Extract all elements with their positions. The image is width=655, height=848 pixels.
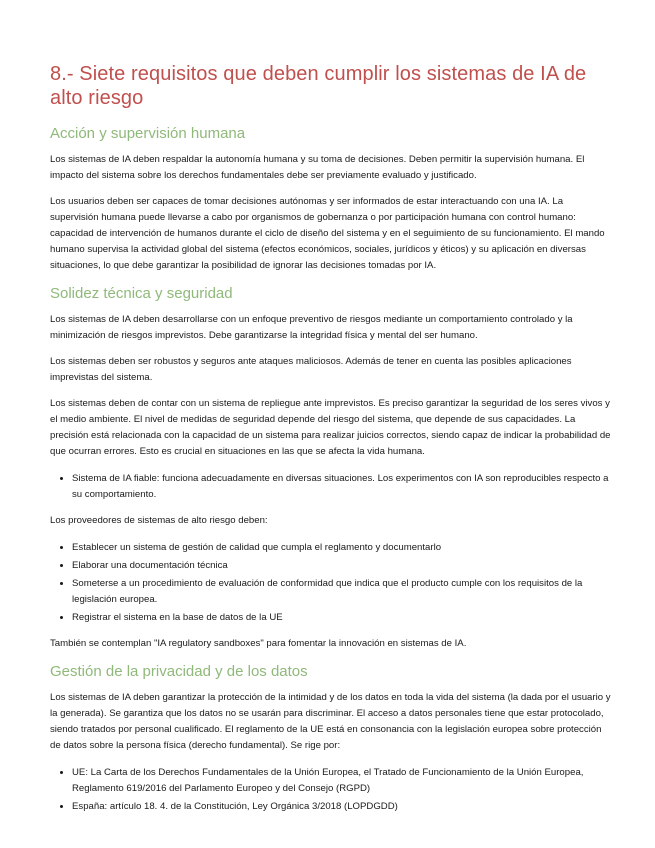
section-heading-accion: Acción y supervisión humana [50, 125, 246, 142]
paragraph: También se contemplan "IA regulatory sandboxes" para fomentar la innovación en sistemas de IA. [50, 638, 467, 649]
list-item: • Registrar el sistema en la base de datos de la UE [72, 609, 611, 626]
paragraph: Los usuarios deben ser capaces de tomar decisiones autónomas y ser informados de estar interactuando con una IA. La supervisión humana puede llevarse a cabo por organismos de gobernanza o por participación humana con control humano: capacidad de intervención de humanos durante el ciclo de diseño del sistema y en el seguimiento de su funcionamiento. El mando humano supervisa la actividad global del sistema (efectos económicos, sociales, jurídicos y éticos) y su aplicación en diversas situaciones, lo que debe garantizar la posibilidad de ignorar las decisiones tomadas por IA. [50, 196, 605, 271]
paragraph: Los proveedores de sistemas de alto riesgo deben: [50, 515, 268, 526]
section-heading-privacidad: Gestión de la privacidad y de los datos [50, 663, 308, 680]
section-heading-solidez: Solidez técnica y seguridad [50, 285, 233, 302]
paragraph: Los sistemas de IA deben desarrollarse con un enfoque preventivo de riesgos mediante un comportamiento controlado y la minimización de riesgos imprevistos. Debe garantizarse la integridad física y mental del ser humano. [50, 314, 573, 341]
paragraph: Los sistemas de IA deben respaldar la autonomía humana y su toma de decisiones. Deben permitir la supervisión humana. El impacto del sistema sobre los derechos fundamentales debe ser previamente evaluado y justificado. [50, 154, 585, 181]
bullet-list [50, 470, 611, 503]
list-item: • UE: La Carta de los Derechos Fundamentales de la Unión Europea, el Tratado de Funcionamiento de la Unión Europea, Reglamento 619/2016 del Parlamento Europeo y del Consejo (RGPD) [72, 764, 611, 797]
paragraph: Los sistemas deben ser robustos y seguros ante ataques maliciosos. Además de tener en cuenta las posibles aplicaciones imprevistas del sistema. [50, 356, 572, 383]
page-title: 8.- Siete requisitos que deben cumplir los sistemas de IA de alto riesgo [50, 63, 587, 109]
bullet-list [50, 539, 611, 626]
list-item: • Establecer un sistema de gestión de calidad que cumpla el reglamento y documentarlo [72, 539, 611, 556]
list-item: • Someterse a un procedimiento de evaluación de conformidad que indica que el producto cumple con los requisitos de la legislación europea. [72, 575, 611, 608]
list-item: • Elaborar una documentación técnica [72, 557, 611, 574]
list-item: • España: artículo 18. 4. de la Constitución, Ley Orgánica 3/2018 (LOPDGDD) [72, 798, 611, 815]
bullet-list [50, 764, 611, 815]
paragraph: Los sistemas deben de contar con un sistema de repliegue ante imprevistos. Es preciso garantizar la seguridad de los seres vivos y el medio ambiente. El nivel de medidas de seguridad depende del riesgo del sistema, que depende de sus capacidades. La precisión está relacionada con la capacidad de un sistema para realizar juicios correctos, siendo capaz de indicar la probabilidad de que ocurran errores. Esto es crucial en situaciones en las que se afecta la vida humana. [50, 398, 611, 457]
list-item: • Sistema de IA fiable: funciona adecuadamente en diversas situaciones. Los experimentos con IA son reproducibles respecto a su comportamiento. [72, 470, 611, 503]
paragraph: Los sistemas de IA deben garantizar la protección de la intimidad y de los datos en toda la vida del sistema (la dada por el usuario y la generada). Se garantiza que los datos no se usarán para discriminar. El acceso a datos personales tiene que estar protocolado, siendo tratados por personal cualificado. El reglamento de la UE está en consonancia con la legislación europea sobre protección de datos sobre la persona física (derecho fundamental). Se rige por: [50, 692, 611, 751]
